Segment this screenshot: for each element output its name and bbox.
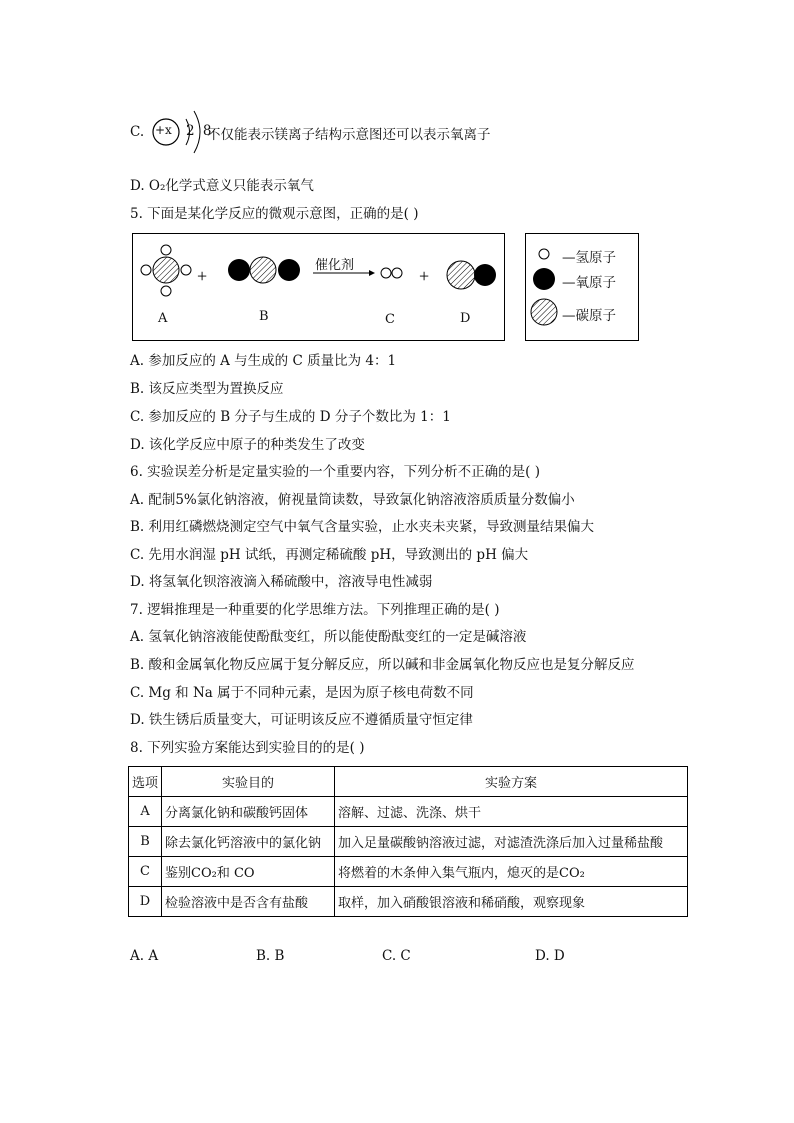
q6-option-c: C. 先用水润湿 pH 试纸，再测定稀硫酸 pH，导致测出的 pH 偏大 (130, 547, 529, 563)
legend-oxygen: —氧原子 (562, 275, 616, 291)
row-c-plan: 将燃着的木条伸入集气瓶内，熄灭的是CO₂ (335, 857, 688, 887)
q6-option-d: D. 将氢氧化钡溶液滴入稀硫酸中，溶液导电性减弱 (130, 574, 433, 590)
molecule-d (447, 261, 496, 289)
catalyst-label: 催化剂 (315, 258, 355, 273)
q5-option-b: B. 该反应类型为置换反应 (130, 381, 284, 397)
row-a-purpose: 分离氯化钠和碳酸钙固体 (162, 797, 335, 827)
row-a-option: A (129, 797, 162, 827)
legend-hydrogen: —氢原子 (562, 250, 616, 266)
q8-answer-b: B. B (256, 948, 285, 964)
experiment-table (128, 766, 688, 917)
q7-stem: 7. 逻辑推理是一种重要的化学思维方法。下列推理正确的是( ) (130, 602, 500, 618)
label-c: C (385, 312, 395, 327)
molecule-b (228, 257, 300, 283)
label-d: D (460, 311, 471, 326)
label-b: B (259, 309, 269, 324)
row-d-option: D (129, 887, 162, 917)
hydrogen-legend-icon (539, 249, 549, 259)
table-row (129, 887, 688, 917)
q4-option-c (130, 123, 144, 141)
carbon-legend-icon (531, 299, 557, 325)
q6-stem: 6. 实验误差分析是定量实验的一个重要内容，下列分析不正确的是( ) (130, 464, 540, 480)
row-b-purpose: 除去氯化钙溶液中的氯化钠 (162, 827, 335, 857)
row-c-purpose: 鉴别CO₂和 CO (162, 857, 335, 887)
plus-sign-2: + (419, 266, 430, 286)
q5-stem: 5. 下面是某化学反应的微观示意图，正确的是( ) (130, 206, 419, 222)
row-c-option: C (129, 857, 162, 887)
molecule-a (141, 245, 191, 296)
molecule-c (381, 268, 402, 278)
row-b-plan: 加入足量碳酸钠溶液过滤，对滤渣洗涤后加入过量稀盐酸 (335, 827, 688, 857)
header-purpose: 实验目的 (162, 767, 335, 797)
legend-carbon: —碳原子 (562, 308, 616, 324)
q5-option-a: A. 参加反应的 A 与生成的 C 质量比为 4：1 (130, 353, 397, 369)
header-plan: 实验方案 (335, 767, 688, 797)
q7-option-a: A. 氢氧化钠溶液能使酚酞变红，所以能使酚酞变红的一定是碱溶液 (130, 629, 527, 645)
q6-option-b: B. 利用红磷燃烧测定空气中氧气含量实验，止水夹未夹紧，导致测量结果偏大 (130, 519, 595, 535)
electron-shells: 2 8 (186, 123, 214, 139)
label-a: A (158, 311, 168, 326)
oxygen-legend-icon (533, 268, 555, 290)
q4-option-c-text: 不仅能表示镁离子结构示意图还可以表示氧离子 (207, 127, 491, 143)
q7-option-c: C. Mg 和 Na 属于不同种元素，是因为原子核电荷数不同 (130, 685, 474, 701)
q7-option-d: D. 铁生锈后质量变大，可证明该反应不遵循质量守恒定律 (130, 712, 473, 728)
row-b-option: B (129, 827, 162, 857)
q8-stem: 8. 下列实验方案能达到实验目的的是( ) (130, 740, 365, 756)
q6-option-a: A. 配制5%氯化钠溶液，俯视量筒读数，导致氯化钠溶液溶质质量分数偏小 (130, 492, 575, 508)
nucleus-charge: +x (155, 123, 172, 137)
legend-box (525, 233, 639, 341)
q5-option-d: D. 该化学反应中原子的种类发生了改变 (130, 437, 365, 453)
table-row (129, 857, 688, 887)
row-a-plan: 溶解、过滤、洗涤、烘干 (335, 797, 688, 827)
table-row (129, 827, 688, 857)
plus-sign-1: + (197, 266, 208, 286)
q4-option-d: D. O₂化学式意义只能表示氧气 (130, 178, 314, 194)
table-header-row (129, 767, 688, 797)
table-row (129, 797, 688, 827)
q7-option-b: B. 酸和金属氧化物反应属于复分解反应，所以碱和非金属氧化物反应也是复分解反应 (130, 657, 635, 673)
q5-option-c: C. 参加反应的 B 分子与生成的 D 分子个数比为 1：1 (130, 409, 451, 425)
q8-answer-a: A. A (130, 948, 159, 964)
q4-option-c-label: C. (130, 124, 145, 140)
reaction-diagram-box (132, 233, 505, 341)
row-d-purpose: 检验溶液中是否含有盐酸 (162, 887, 335, 917)
row-d-plan: 取样，加入硝酸银溶液和稀硝酸，观察现象 (335, 887, 688, 917)
q8-answer-d: D. D (535, 948, 565, 964)
header-option: 选项 (129, 767, 162, 797)
q8-answer-c: C. C (382, 948, 411, 964)
